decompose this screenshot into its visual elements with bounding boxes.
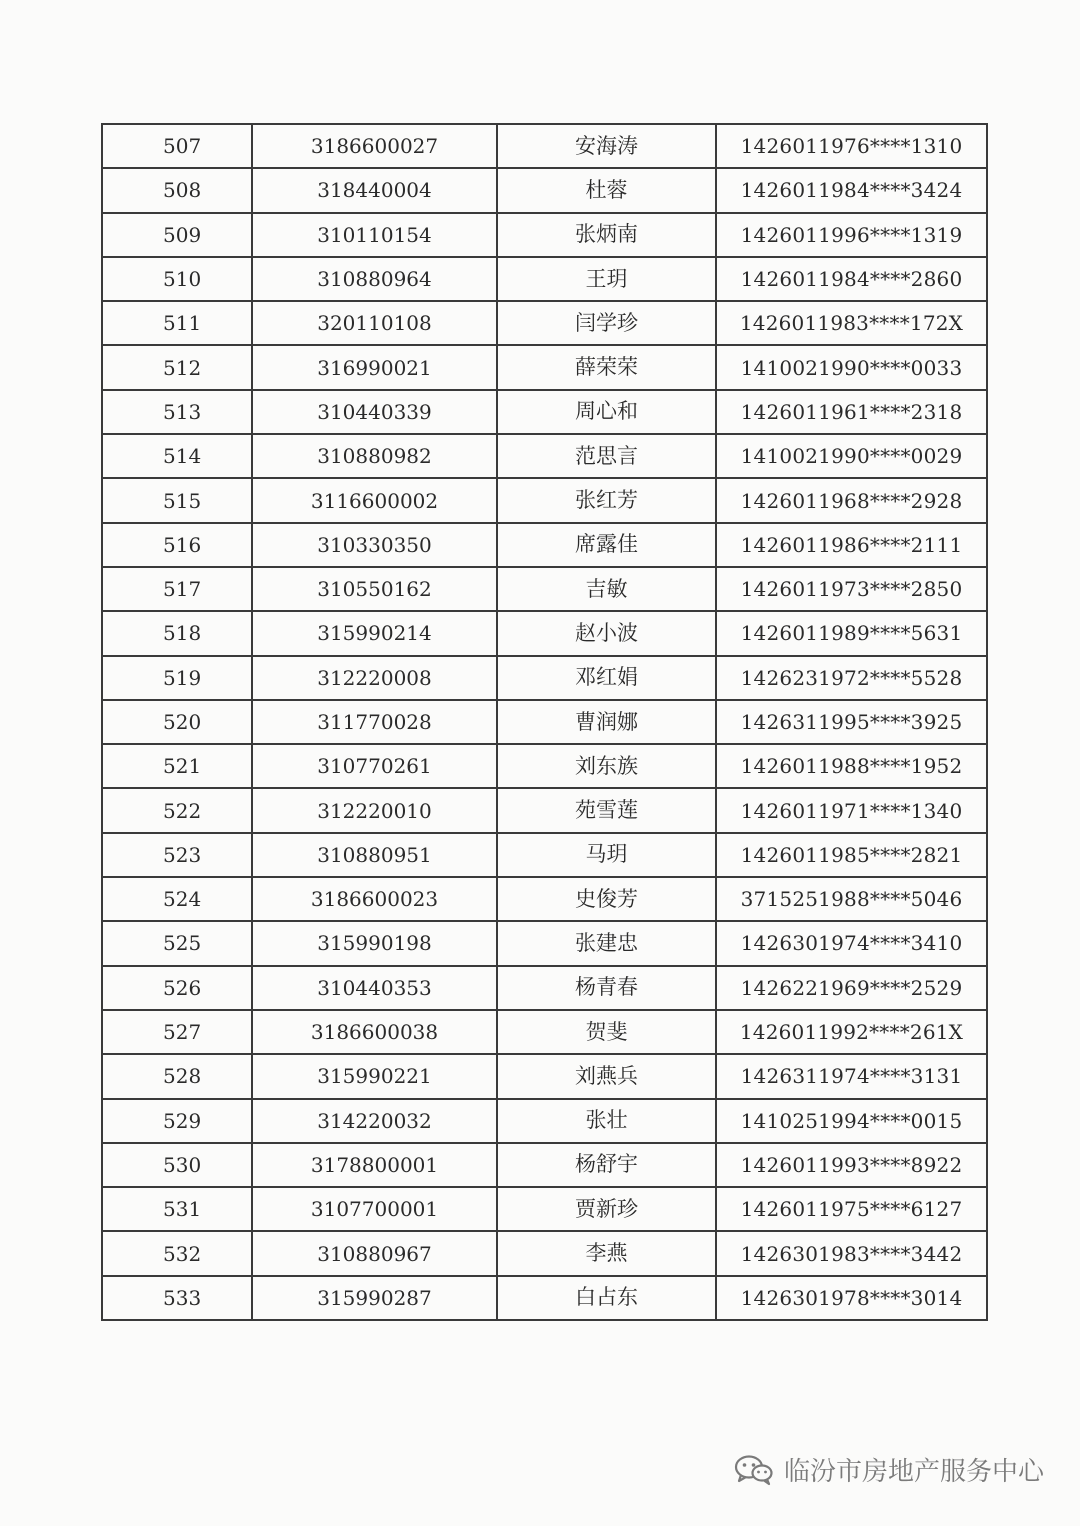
row-code-number: 3178800001 bbox=[252, 1143, 497, 1187]
table-row bbox=[102, 1054, 987, 1098]
row-code-number: 310330350 bbox=[252, 523, 497, 567]
table-row bbox=[102, 1187, 987, 1231]
row-code-number: 3186600023 bbox=[252, 877, 497, 921]
row-person-name: 王玥 bbox=[497, 257, 716, 301]
table-row bbox=[102, 434, 987, 478]
row-person-name: 刘东族 bbox=[497, 744, 716, 788]
wechat-icon bbox=[734, 1454, 774, 1486]
row-id-number: 1426011984****2860 bbox=[716, 257, 987, 301]
row-id-number: 1426011984****3424 bbox=[716, 168, 987, 212]
table-row bbox=[102, 611, 987, 655]
row-person-name: 周心和 bbox=[497, 390, 716, 434]
row-code-number: 310440353 bbox=[252, 966, 497, 1010]
row-person-name: 张壮 bbox=[497, 1099, 716, 1143]
table-row bbox=[102, 1143, 987, 1187]
row-person-name: 邓红娟 bbox=[497, 656, 716, 700]
row-id-number: 1426221969****2529 bbox=[716, 966, 987, 1010]
row-code-number: 310880967 bbox=[252, 1231, 497, 1275]
row-code-number: 3107700001 bbox=[252, 1187, 497, 1231]
row-seq-number: 513 bbox=[102, 390, 252, 434]
row-id-number: 1426011961****2318 bbox=[716, 390, 987, 434]
row-id-number: 1426011986****2111 bbox=[716, 523, 987, 567]
row-person-name: 白占东 bbox=[497, 1276, 716, 1320]
row-code-number: 3186600038 bbox=[252, 1010, 497, 1054]
row-id-number: 1426231972****5528 bbox=[716, 656, 987, 700]
row-code-number: 318440004 bbox=[252, 168, 497, 212]
table-body bbox=[102, 124, 987, 1320]
row-id-number: 1426011989****5631 bbox=[716, 611, 987, 655]
row-code-number: 310880964 bbox=[252, 257, 497, 301]
table-row bbox=[102, 1276, 987, 1320]
table-row bbox=[102, 700, 987, 744]
row-id-number: 1426311995****3925 bbox=[716, 700, 987, 744]
row-seq-number: 523 bbox=[102, 833, 252, 877]
row-person-name: 马玥 bbox=[497, 833, 716, 877]
row-code-number: 316990021 bbox=[252, 345, 497, 389]
row-seq-number: 516 bbox=[102, 523, 252, 567]
row-person-name: 杨舒宇 bbox=[497, 1143, 716, 1187]
table-row bbox=[102, 656, 987, 700]
row-code-number: 314220032 bbox=[252, 1099, 497, 1143]
table-row bbox=[102, 523, 987, 567]
row-person-name: 赵小波 bbox=[497, 611, 716, 655]
row-code-number: 3116600002 bbox=[252, 478, 497, 522]
row-seq-number: 521 bbox=[102, 744, 252, 788]
table-row bbox=[102, 921, 987, 965]
row-seq-number: 526 bbox=[102, 966, 252, 1010]
row-id-number: 1426011968****2928 bbox=[716, 478, 987, 522]
table-row bbox=[102, 257, 987, 301]
row-person-name: 苑雪莲 bbox=[497, 788, 716, 832]
row-person-name: 贺斐 bbox=[497, 1010, 716, 1054]
row-code-number: 310110154 bbox=[252, 213, 497, 257]
row-code-number: 315990287 bbox=[252, 1276, 497, 1320]
row-seq-number: 509 bbox=[102, 213, 252, 257]
row-seq-number: 507 bbox=[102, 124, 252, 168]
row-person-name: 席露佳 bbox=[497, 523, 716, 567]
row-id-number: 1426011975****6127 bbox=[716, 1187, 987, 1231]
row-id-number: 3715251988****5046 bbox=[716, 877, 987, 921]
table-row bbox=[102, 1099, 987, 1143]
row-id-number: 1426011973****2850 bbox=[716, 567, 987, 611]
row-seq-number: 515 bbox=[102, 478, 252, 522]
table-row bbox=[102, 788, 987, 832]
row-seq-number: 531 bbox=[102, 1187, 252, 1231]
row-person-name: 史俊芳 bbox=[497, 877, 716, 921]
row-id-number: 1426301974****3410 bbox=[716, 921, 987, 965]
row-id-number: 1426011993****8922 bbox=[716, 1143, 987, 1187]
row-id-number: 1410021990****0033 bbox=[716, 345, 987, 389]
applicant-table bbox=[101, 123, 988, 1321]
row-code-number: 315990214 bbox=[252, 611, 497, 655]
table-row bbox=[102, 213, 987, 257]
row-code-number: 320110108 bbox=[252, 301, 497, 345]
row-person-name: 贾新珍 bbox=[497, 1187, 716, 1231]
table-row bbox=[102, 744, 987, 788]
row-id-number: 1426011996****1319 bbox=[716, 213, 987, 257]
row-seq-number: 510 bbox=[102, 257, 252, 301]
row-seq-number: 518 bbox=[102, 611, 252, 655]
row-seq-number: 522 bbox=[102, 788, 252, 832]
row-code-number: 311770028 bbox=[252, 700, 497, 744]
row-code-number: 310550162 bbox=[252, 567, 497, 611]
row-id-number: 1410251994****0015 bbox=[716, 1099, 987, 1143]
table-row bbox=[102, 1010, 987, 1054]
row-person-name: 李燕 bbox=[497, 1231, 716, 1275]
watermark-text: 临汾市房地产服务中心 bbox=[783, 1457, 1044, 1487]
row-person-name: 曹润娜 bbox=[497, 700, 716, 744]
row-seq-number: 528 bbox=[102, 1054, 252, 1098]
row-person-name: 张红芳 bbox=[497, 478, 716, 522]
row-code-number: 312220010 bbox=[252, 788, 497, 832]
row-seq-number: 532 bbox=[102, 1231, 252, 1275]
row-seq-number: 508 bbox=[102, 168, 252, 212]
row-seq-number: 512 bbox=[102, 345, 252, 389]
row-id-number: 1426301983****3442 bbox=[716, 1231, 987, 1275]
row-seq-number: 524 bbox=[102, 877, 252, 921]
row-person-name: 张炳南 bbox=[497, 213, 716, 257]
row-id-number: 1426011971****1340 bbox=[716, 788, 987, 832]
row-id-number: 1426011988****1952 bbox=[716, 744, 987, 788]
row-person-name: 闫学珍 bbox=[497, 301, 716, 345]
row-seq-number: 519 bbox=[102, 656, 252, 700]
row-person-name: 杨青春 bbox=[497, 966, 716, 1010]
row-person-name: 吉敏 bbox=[497, 567, 716, 611]
row-seq-number: 529 bbox=[102, 1099, 252, 1143]
row-code-number: 315990198 bbox=[252, 921, 497, 965]
table-row bbox=[102, 1231, 987, 1275]
row-id-number: 1426301978****3014 bbox=[716, 1276, 987, 1320]
row-code-number: 310880951 bbox=[252, 833, 497, 877]
table-row bbox=[102, 168, 987, 212]
row-id-number: 1426011976****1310 bbox=[716, 124, 987, 168]
row-person-name: 薛荣荣 bbox=[497, 345, 716, 389]
table-row bbox=[102, 833, 987, 877]
row-seq-number: 511 bbox=[102, 301, 252, 345]
row-seq-number: 514 bbox=[102, 434, 252, 478]
row-code-number: 315990221 bbox=[252, 1054, 497, 1098]
row-seq-number: 530 bbox=[102, 1143, 252, 1187]
row-id-number: 1410021990****0029 bbox=[716, 434, 987, 478]
table-row bbox=[102, 124, 987, 168]
row-person-name: 张建忠 bbox=[497, 921, 716, 965]
row-seq-number: 520 bbox=[102, 700, 252, 744]
wechat-watermark bbox=[734, 1451, 1044, 1488]
row-id-number: 1426011985****2821 bbox=[716, 833, 987, 877]
table-row bbox=[102, 345, 987, 389]
row-person-name: 范思言 bbox=[497, 434, 716, 478]
row-id-number: 1426311974****3131 bbox=[716, 1054, 987, 1098]
table-row bbox=[102, 301, 987, 345]
row-id-number: 1426011983****172X bbox=[716, 301, 987, 345]
table-row bbox=[102, 966, 987, 1010]
row-code-number: 310770261 bbox=[252, 744, 497, 788]
table-row bbox=[102, 390, 987, 434]
table-row bbox=[102, 478, 987, 522]
row-person-name: 刘燕兵 bbox=[497, 1054, 716, 1098]
row-seq-number: 525 bbox=[102, 921, 252, 965]
row-seq-number: 527 bbox=[102, 1010, 252, 1054]
table-row bbox=[102, 877, 987, 921]
row-person-name: 杜蓉 bbox=[497, 168, 716, 212]
table-row bbox=[102, 567, 987, 611]
row-code-number: 310440339 bbox=[252, 390, 497, 434]
row-code-number: 310880982 bbox=[252, 434, 497, 478]
row-seq-number: 517 bbox=[102, 567, 252, 611]
row-code-number: 312220008 bbox=[252, 656, 497, 700]
row-seq-number: 533 bbox=[102, 1276, 252, 1320]
row-person-name: 安海涛 bbox=[497, 124, 716, 168]
row-id-number: 1426011992****261X bbox=[716, 1010, 987, 1054]
row-code-number: 3186600027 bbox=[252, 124, 497, 168]
